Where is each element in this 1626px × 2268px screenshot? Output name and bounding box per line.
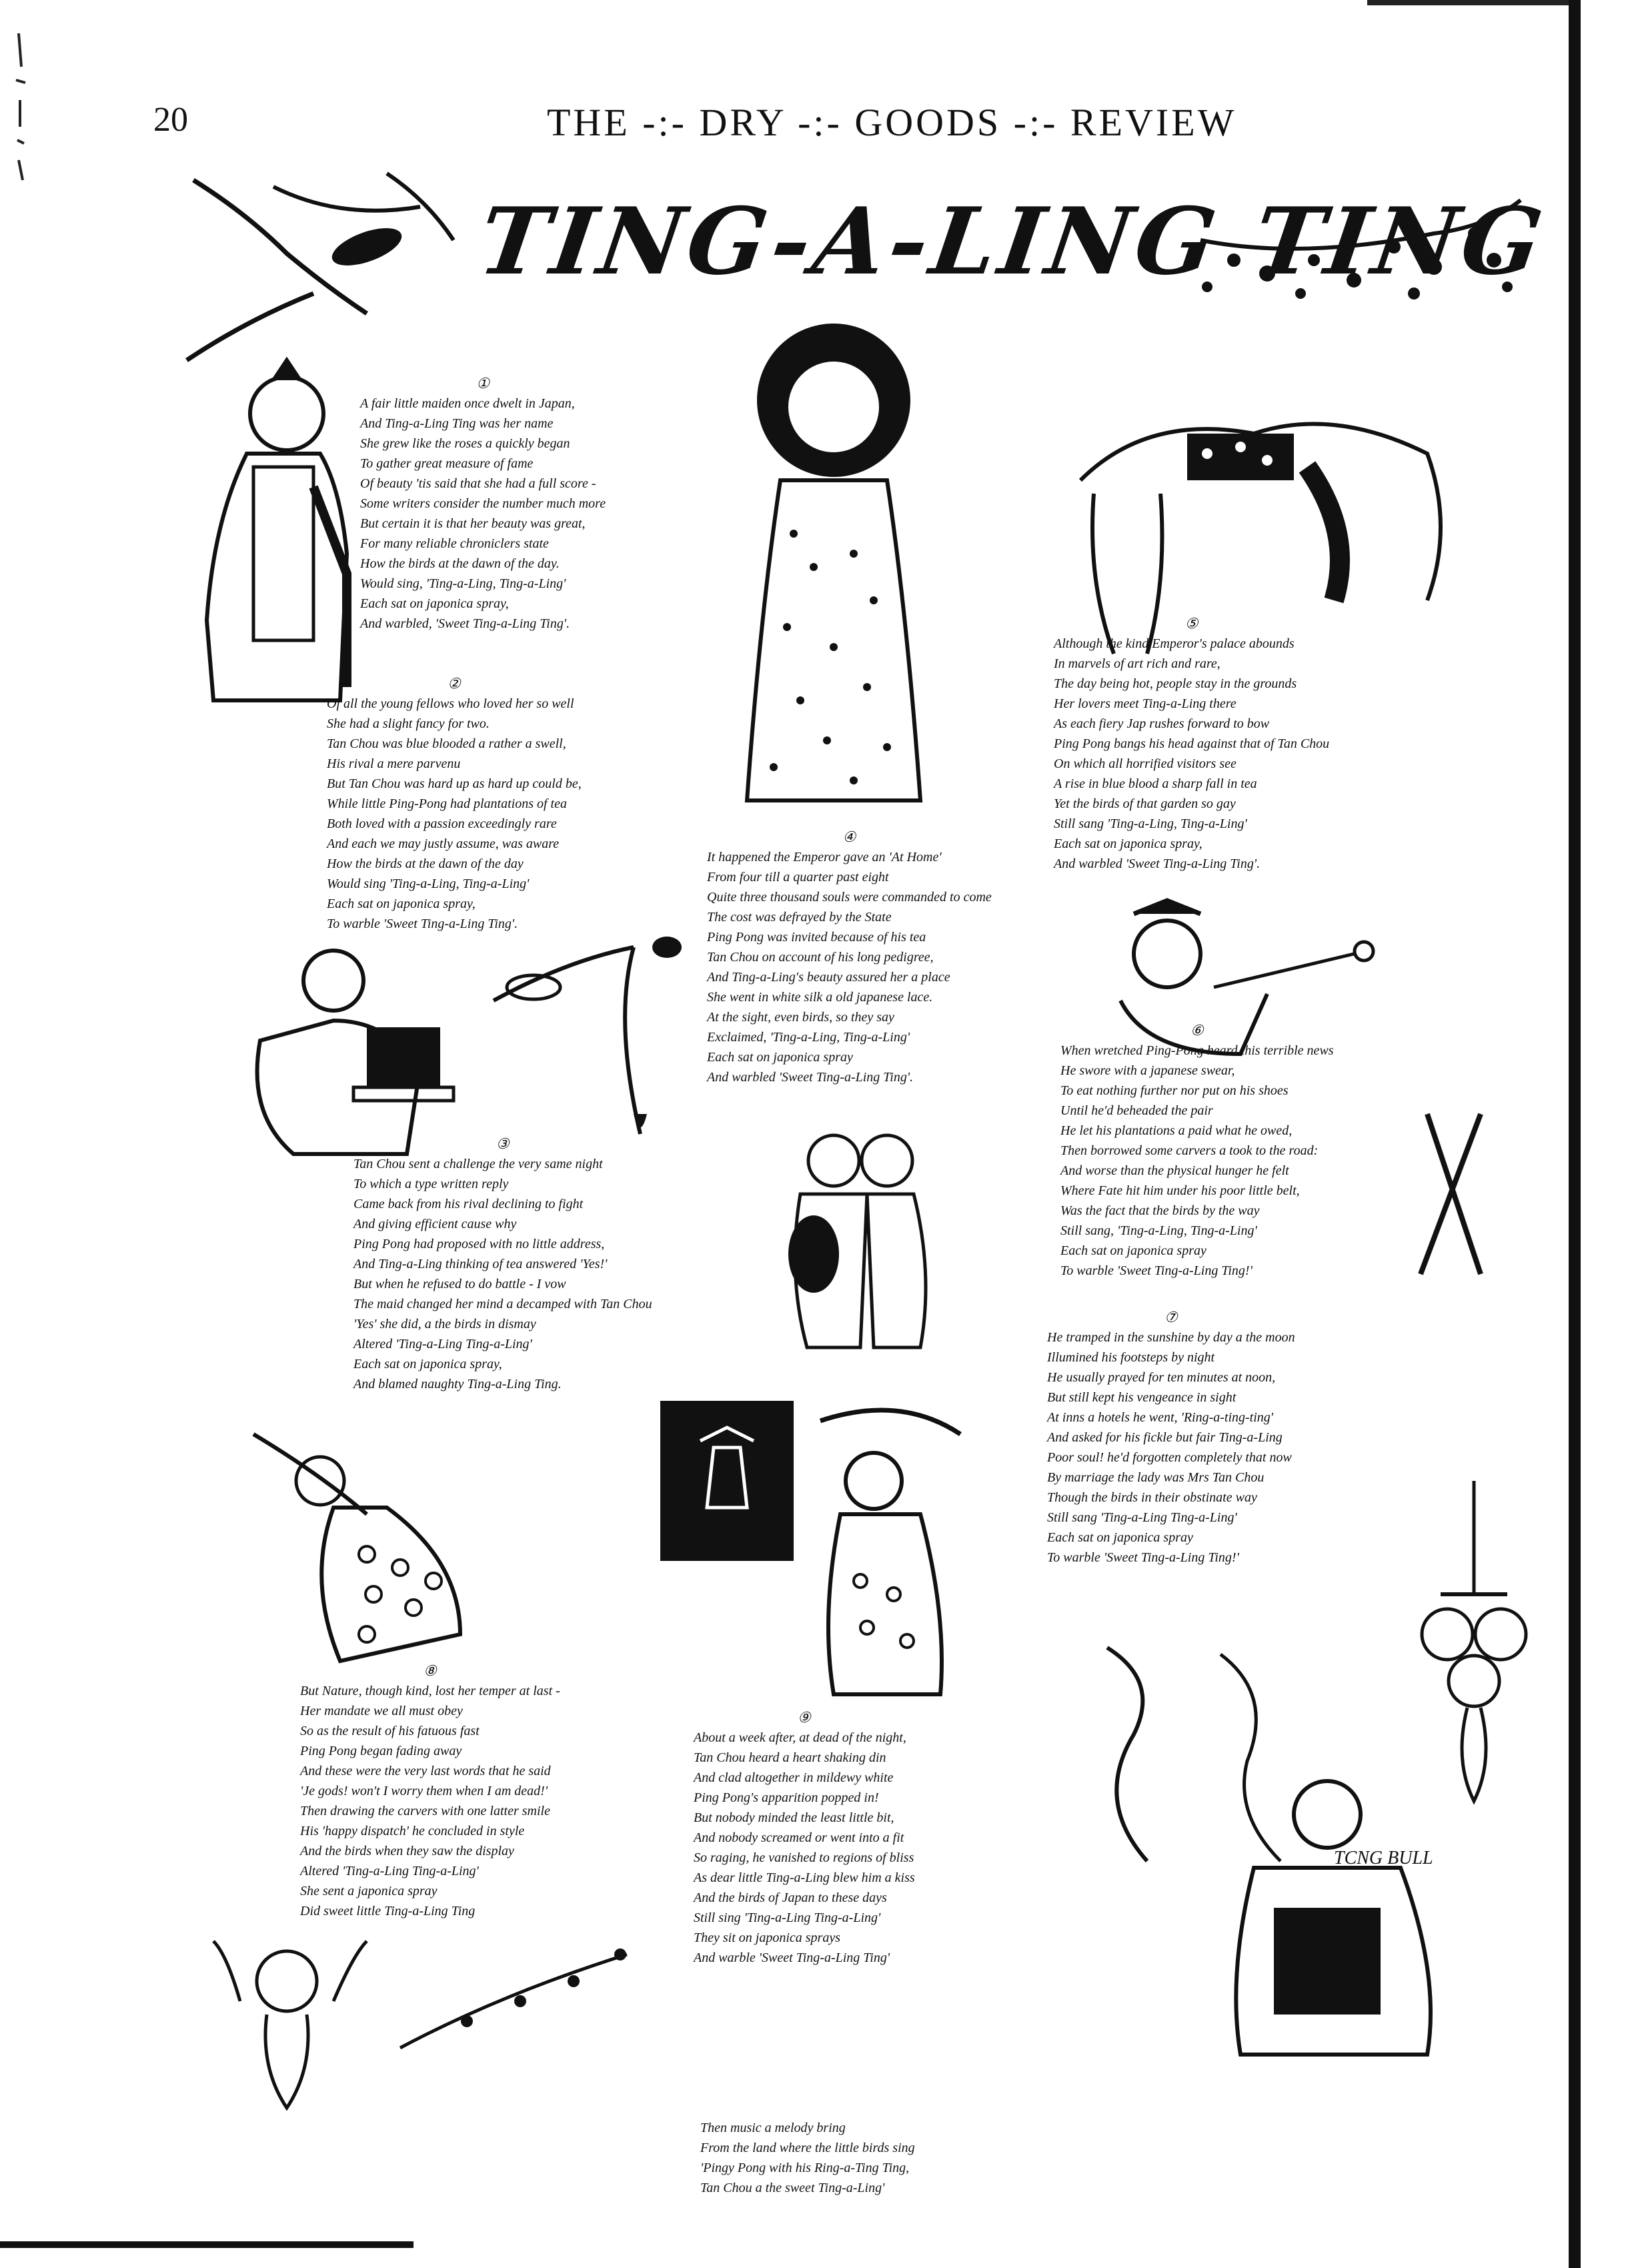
verse-line: His rival a mere parvenu: [327, 756, 461, 771]
stanza-number: ②: [447, 675, 461, 692]
verse-line: So raging, he vanished to regions of bliss: [694, 1850, 914, 1865]
verse-line: At inns a hotels he went, 'Ring-a-ting-ting': [1047, 1410, 1274, 1425]
verse-line: As dear little Ting-a-Ling blew him a kiss: [694, 1870, 915, 1885]
verse-line: Then music a melody bring: [700, 2121, 846, 2135]
verse-line: Both loved with a passion exceedingly rare: [327, 816, 557, 831]
verse-line: She grew like the roses a quickly began: [360, 436, 570, 451]
verse-line: Then borrowed some carvers a took to the road:: [1060, 1143, 1319, 1158]
verse-line: Her mandate we all must obey: [300, 1704, 463, 1718]
verse-line: How the birds at the dawn of the day: [327, 857, 524, 871]
verse-line: A rise in blue blood a sharp fall in tea: [1054, 776, 1257, 791]
verse-line: And the birds when they saw the display: [300, 1844, 514, 1858]
verse-line: She went in white silk a old japanese lace.: [707, 990, 933, 1005]
verse-line: So as the result of his fatuous fast: [300, 1724, 480, 1738]
verse-line: The cost was defrayed by the State: [707, 910, 892, 925]
verse-line: Each sat on japonica spray: [707, 1050, 853, 1065]
verse-line: And warble 'Sweet Ting-a-Ling Ting': [694, 1950, 890, 1965]
verse-line: He usually prayed for ten minutes at noon,: [1047, 1370, 1276, 1385]
verse-line: When wretched Ping-Pong heard this terrible news: [1060, 1043, 1334, 1058]
stanza-number: ⑧: [424, 1662, 437, 1679]
stanza-4: [707, 827, 992, 1087]
verse-line: And warbled 'Sweet Ting-a-Ling Ting'.: [1054, 857, 1261, 871]
stanza-8: [300, 1661, 560, 1921]
embracing-couple-illustration: [760, 1121, 960, 1354]
stanza-6: [1060, 1021, 1334, 1281]
page-number: 20: [153, 101, 188, 139]
verse-line: But still kept his vengeance in sight: [1047, 1390, 1237, 1405]
verse-line: And giving efficient cause why: [353, 1217, 517, 1231]
stanza-5: [1054, 614, 1329, 874]
stanza-number: ④: [842, 828, 856, 845]
verse-line: And nobody screamed or went into a fit: [694, 1830, 904, 1845]
crossed-swords-illustration: [1407, 1107, 1501, 1281]
verse-line: From the land where the little birds sing: [700, 2141, 915, 2155]
verse-line: Tan Chou sent a challenge the very same night: [353, 1157, 603, 1171]
verse-line: And the birds of Japan to these days: [694, 1890, 887, 1905]
verse-line: It happened the Emperor gave an 'At Home': [707, 850, 942, 865]
verse-line: At the sight, even birds, so they say: [707, 1010, 894, 1025]
verse-line: Each sat on japonica spray,: [1054, 836, 1202, 851]
verse-line: In marvels of art rich and rare,: [1054, 656, 1221, 671]
verse-line: And these were the very last words that he said: [300, 1764, 551, 1778]
bottom-scan-bar: [0, 2241, 414, 2248]
verse-line: Quite three thousand souls were commanded to come: [707, 890, 992, 905]
verse-line: And Ting-a-Ling Ting was her name: [360, 416, 554, 431]
verse-line: Tan Chou was blue blooded a rather a swell,: [327, 736, 566, 751]
verse-line: She had a slight fancy for two.: [327, 716, 490, 731]
verse-line: How the birds at the dawn of the day.: [360, 556, 560, 571]
verse-line: Though the birds in their obstinate way: [1047, 1490, 1257, 1505]
verse-line: And blamed naughty Ting-a-Ling Ting.: [353, 1377, 562, 1391]
stanza-7: [1047, 1307, 1295, 1568]
stanza-3: [353, 1134, 652, 1394]
verse-line: Did sweet little Ting-a-Ling Ting: [300, 1904, 476, 1918]
verse-line: But when he refused to do battle - I vow: [353, 1277, 566, 1291]
verse-line: And warbled, 'Sweet Ting-a-Ling Ting'.: [360, 616, 570, 631]
fleeing-bride-illustration: [240, 1394, 494, 1674]
verse-line: But Nature, though kind, lost her temper at last -: [300, 1684, 560, 1698]
verse-line: They sit on japonica sprays: [694, 1930, 840, 1945]
ting-a-ling-portrait-illustration: [700, 314, 967, 834]
stanza-number: ③: [496, 1135, 510, 1152]
verse-line: Would sing, 'Ting-a-Ling, Ting-a-Ling': [360, 576, 566, 591]
verse-line: Altered 'Ting-a-Ling Ting-a-Ling': [353, 1337, 532, 1351]
verse-line: Tan Chou a the sweet Ting-a-Ling': [700, 2181, 885, 2195]
verse-line: For many reliable chroniclers state: [360, 536, 549, 551]
verse-line: And asked for his fickle but fair Ting-a-Ling: [1047, 1430, 1283, 1445]
stanza-1: [360, 374, 606, 634]
verse-line: About a week after, at dead of the night,: [694, 1730, 906, 1745]
verse-line: Exclaimed, 'Ting-a-Ling, Ting-a-Ling': [707, 1030, 910, 1045]
verse-line: Each sat on japonica spray,: [353, 1357, 502, 1371]
verse-line: And warbled 'Sweet Ting-a-Ling Ting'.: [707, 1070, 914, 1085]
verse-line: Illumined his footsteps by night: [1047, 1350, 1215, 1365]
verse-line: She sent a japonica spray: [300, 1884, 438, 1898]
verse-line: Where Fate hit him under his poor little belt,: [1060, 1183, 1300, 1198]
peacock-feather-illustration: [467, 921, 687, 1147]
verse-line: Until he'd beheaded the pair: [1060, 1103, 1213, 1118]
verse-line: Was the fact that the birds by the way: [1060, 1203, 1260, 1218]
priest-figure-illustration: [173, 354, 373, 707]
verse-line: Each sat on japonica spray: [1060, 1243, 1206, 1258]
verse-line: To warble 'Sweet Ting-a-Ling Ting!': [1047, 1550, 1239, 1565]
verse-line: Ping Pong began fading away: [300, 1744, 462, 1758]
stanza-number: ⑥: [1190, 1022, 1204, 1039]
verse-line: Still sang, 'Ting-a-Ling, Ting-a-Ling': [1060, 1223, 1257, 1238]
verse-line: Then drawing the carvers with one latter smile: [300, 1804, 550, 1818]
verse-line: Of beauty 'tis said that she had a full score -: [360, 476, 596, 491]
verse-line: Ping Pong bangs his head against that of Tan Chou: [1054, 736, 1330, 751]
verse-line: And Ting-a-Ling's beauty assured her a place: [707, 970, 950, 985]
verse-line: And each we may justly assume, was aware: [327, 836, 560, 851]
verse-line: Still sang 'Ting-a-Ling Ting-a-Ling': [1047, 1510, 1237, 1525]
ghost-and-seated-figure-illustration: [1054, 1641, 1467, 2101]
verse-line: By marriage the lady was Mrs Tan Chou: [1047, 1470, 1265, 1485]
verse-line: 'Yes' she did, a the birds in dismay: [353, 1317, 536, 1331]
artist-signature: TCNG BULL: [1334, 1848, 1433, 1868]
verse-line: Although the kind Emperor's palace abounds: [1054, 636, 1295, 651]
verse-line: Still sang 'Ting-a-Ling, Ting-a-Ling': [1054, 816, 1247, 831]
verse-line: The day being hot, people stay in the grounds: [1054, 676, 1297, 691]
top-edge-rule: [1367, 0, 1581, 5]
verse-line: Each sat on japonica spray,: [327, 897, 476, 911]
verse-line: To eat nothing further nor put on his shoes: [1060, 1083, 1289, 1098]
verse-line: A fair little maiden once dwelt in Japan,: [360, 396, 575, 411]
verse-line: Ping Pong was invited because of his tea: [707, 930, 926, 945]
verse-line: Each sat on japonica spray,: [360, 596, 509, 611]
verse-line: Some writers consider the number much more: [360, 496, 606, 511]
verse-line: He tramped in the sunshine by day a the moon: [1047, 1330, 1295, 1345]
verse-line: To which a type written reply: [353, 1177, 509, 1191]
verse-line: But Tan Chou was hard up as hard up could be,: [327, 776, 582, 791]
verse-line: Ping Pong's apparition popped in!: [694, 1790, 879, 1805]
verse-line: Would sing 'Ting-a-Ling, Ting-a-Ling': [327, 877, 530, 891]
verse-line: But certain it is that her beauty was great,: [360, 516, 586, 531]
verse-line: On which all horrified visitors see: [1054, 756, 1237, 771]
verse-line: To warble 'Sweet Ting-a-Ling Ting!': [1060, 1263, 1253, 1278]
stanza-number: ①: [476, 375, 490, 392]
stanza-2: [327, 674, 582, 934]
verse-line: Came back from his rival declining to fight: [353, 1197, 584, 1211]
stanza-number: ⑤: [1184, 615, 1198, 632]
verse-line: Ping Pong had proposed with no little address,: [353, 1237, 605, 1251]
swordsman-illustration: [767, 1394, 987, 1708]
closing-verse: [700, 2118, 915, 2198]
publication-title: THE -:- DRY -:- GOODS -:- REVIEW: [547, 101, 1237, 144]
verse-line: While little Ping-Pong had plantations of tea: [327, 796, 567, 811]
verse-line: His 'happy dispatch' he concluded in style: [300, 1824, 525, 1838]
verse-line: Tan Chou heard a heart shaking din: [694, 1750, 886, 1765]
verse-line: And Ting-a-Ling thinking of tea answered 'Yes!': [353, 1257, 608, 1271]
verse-line: Yet the birds of that garden so gay: [1054, 796, 1236, 811]
verse-line: Tan Chou on account of his long pedigree,: [707, 950, 934, 965]
verse-line: To gather great measure of fame: [360, 456, 534, 471]
banner-title: TING-A-LING TING: [472, 187, 1553, 296]
verse-line: 'Je gods! won't I worry them when I am dead!': [300, 1784, 548, 1798]
verse-line: The maid changed her mind a decamped with Tan Chou: [353, 1297, 652, 1311]
verse-line: And worse than the physical hunger he felt: [1060, 1163, 1289, 1178]
stanza-9: [694, 1708, 915, 1968]
left-edge-marks: [12, 27, 39, 187]
verse-line: He swore with a japanese swear,: [1060, 1063, 1235, 1078]
verse-line: But nobody minded the least little bit,: [694, 1810, 894, 1825]
verse-line: Altered 'Ting-a-Ling Ting-a-Ling': [300, 1864, 479, 1878]
verse-line: And clad altogether in mildewy white: [694, 1770, 894, 1785]
verse-line: Each sat on japonica spray: [1047, 1530, 1193, 1545]
stanza-number: ⑨: [797, 1709, 811, 1726]
verse-line: To warble 'Sweet Ting-a-Ling Ting'.: [327, 917, 518, 931]
verse-line: Of all the young fellows who loved her so well: [327, 696, 574, 711]
right-margin-rule: [1569, 0, 1581, 2268]
verse-line: Her lovers meet Ting-a-Ling there: [1054, 696, 1237, 711]
verse-line: As each fiery Jap rushes forward to bow: [1054, 716, 1270, 731]
verse-line: He let his plantations a paid what he owed,: [1060, 1123, 1293, 1138]
verse-line: Still sing 'Ting-a-Ling Ting-a-Ling': [694, 1910, 881, 1925]
stanza-number: ⑦: [1164, 1309, 1178, 1325]
verse-line: 'Pingy Pong with his Ring-a-Ting Ting,: [700, 2161, 910, 2175]
cherub-and-branch-illustration: [200, 1914, 667, 2115]
verse-line: From four till a quarter past eight: [707, 870, 889, 885]
verse-line: Poor soul! he'd forgotten completely that now: [1047, 1450, 1292, 1465]
